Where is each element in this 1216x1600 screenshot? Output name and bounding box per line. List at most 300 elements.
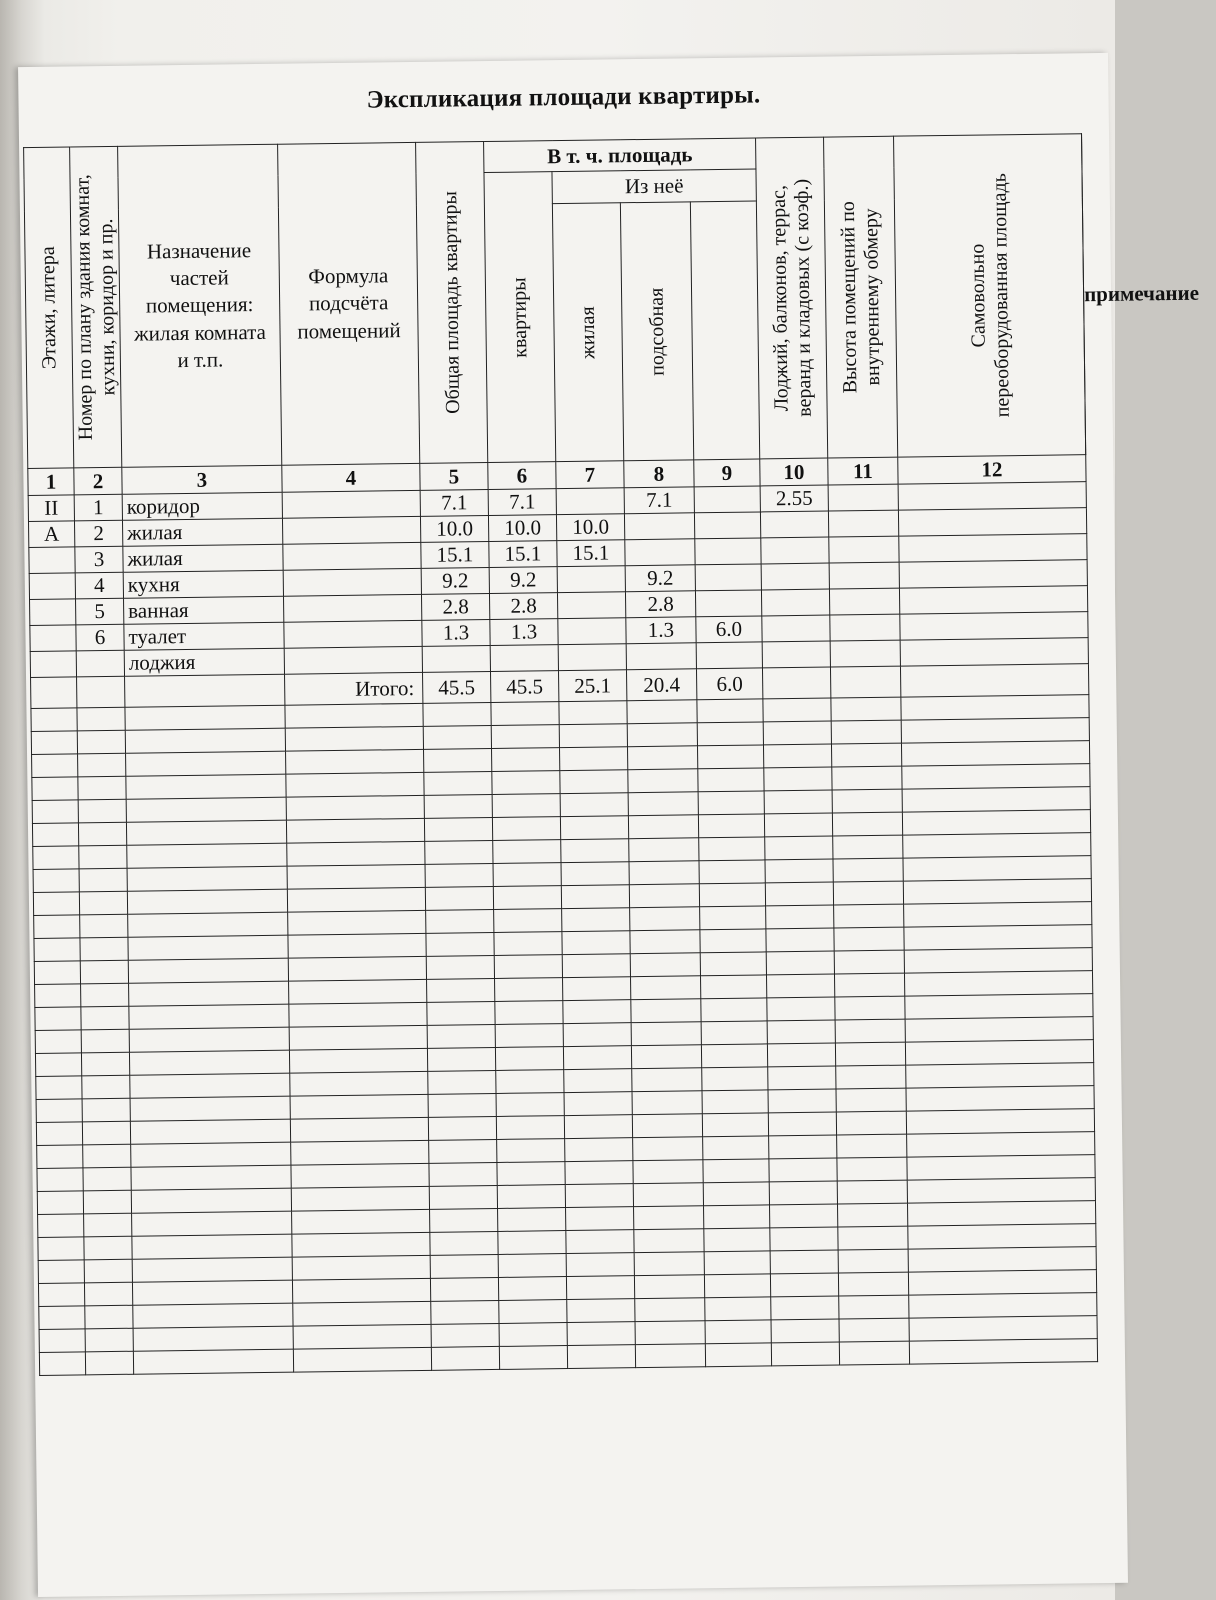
blank-cell	[287, 887, 425, 912]
blank-cell	[903, 833, 1091, 858]
room-name-cell: жилая	[123, 544, 283, 572]
blank-cell	[132, 1257, 292, 1282]
column-number: 6	[488, 462, 556, 490]
blank-cell	[424, 817, 492, 841]
blank-cell	[766, 928, 834, 952]
blank-cell	[832, 766, 902, 790]
blank-cell	[835, 1042, 905, 1066]
blank-cell	[78, 776, 126, 800]
blank-cell	[289, 1048, 427, 1073]
blank-cell	[499, 1323, 567, 1347]
blank-cell	[426, 932, 494, 956]
blank-cell	[493, 886, 561, 910]
blank-cell	[769, 1158, 837, 1182]
blank-cell	[32, 800, 78, 824]
header-height: Высота помещений по внутреннему обмеру	[824, 136, 898, 458]
blank-cell	[838, 1249, 908, 1273]
blank-cell	[79, 891, 127, 915]
blank-cell	[81, 1052, 129, 1076]
auxiliary-area-cell	[626, 643, 696, 670]
blank-cell	[133, 1349, 293, 1374]
header-empty	[690, 201, 759, 460]
blank-cell	[702, 1090, 768, 1114]
blank-cell	[631, 1022, 701, 1046]
blank-cell	[635, 1344, 705, 1368]
room-number-cell: 4	[75, 572, 123, 599]
self-built-cell	[829, 536, 899, 563]
blank-cell	[764, 813, 832, 837]
blank-cell	[771, 1319, 839, 1343]
blank-cell	[290, 1094, 428, 1119]
blank-cell	[491, 702, 559, 726]
self-built-cell	[828, 510, 898, 537]
blank-cell	[127, 843, 287, 868]
blank-cell	[492, 748, 560, 772]
blank-cell	[497, 1185, 565, 1209]
blank-cell	[499, 1346, 567, 1370]
floor-cell	[29, 573, 75, 600]
blank-cell	[764, 790, 832, 814]
blank-cell	[289, 1002, 427, 1027]
blank-cell	[562, 908, 630, 932]
height-cell	[761, 537, 829, 564]
blank-cell	[837, 1157, 907, 1181]
column-number: 10	[760, 458, 828, 486]
auxiliary-area-sum: 20.4	[626, 669, 696, 701]
height-cell	[762, 641, 830, 668]
blank-cell	[292, 1232, 430, 1257]
blank-cell	[85, 1328, 133, 1352]
blank-cell	[835, 1019, 905, 1043]
blank-cell	[831, 720, 901, 744]
blank-cell	[833, 858, 903, 882]
blank-cell	[700, 906, 766, 930]
header-auxiliary: подсобная	[620, 202, 693, 461]
blank-cell	[698, 768, 764, 792]
blank-cell	[627, 700, 697, 724]
blank-cell	[834, 927, 904, 951]
blank-cell	[37, 1145, 83, 1169]
blank-cell	[836, 1088, 906, 1112]
blank-cell	[766, 974, 834, 998]
blank-cell	[32, 823, 78, 847]
self-built-cell	[829, 588, 899, 615]
blank-cell	[293, 1324, 431, 1349]
blank-cell	[766, 905, 834, 929]
blank-cell	[634, 1206, 704, 1230]
blank-cell	[697, 722, 763, 746]
blank-cell	[560, 816, 628, 840]
blank-cell	[768, 1089, 836, 1113]
blank-cell	[907, 1132, 1095, 1157]
blank-cell	[492, 794, 560, 818]
blank-cell	[31, 708, 77, 732]
room-number-cell: 6	[76, 624, 124, 651]
blank-cell	[81, 1029, 129, 1053]
blank-cell	[704, 1205, 770, 1229]
total-area-cell: 9.2	[421, 568, 489, 595]
blank-cell	[835, 996, 905, 1020]
blank-cell	[35, 1007, 81, 1031]
formula-cell	[282, 516, 420, 544]
blank-cell	[565, 1138, 633, 1162]
self-built-cell	[830, 640, 900, 667]
blank-cell	[770, 1250, 838, 1274]
blank-cell	[36, 1099, 82, 1123]
room-name-cell: жилая	[122, 518, 282, 546]
blank-cell	[133, 1326, 293, 1351]
blank-cell	[629, 884, 699, 908]
blank-cell	[498, 1208, 566, 1232]
blank-cell	[628, 815, 698, 839]
empty-cell	[77, 676, 125, 708]
blank-cell	[769, 1135, 837, 1159]
room-name-cell: кухня	[123, 570, 283, 598]
floor-cell: II	[28, 495, 74, 522]
blank-cell	[38, 1283, 84, 1307]
blank-cell	[425, 886, 493, 910]
header-note: примечание	[1082, 134, 1086, 455]
blank-cell	[903, 879, 1091, 904]
blank-cell	[497, 1139, 565, 1163]
blank-cell	[703, 1136, 769, 1160]
blank-cell	[38, 1260, 84, 1284]
living-area-cell	[556, 488, 624, 515]
blank-cell	[909, 1339, 1097, 1364]
apartment-area-cell: 10.0	[488, 515, 556, 542]
blank-cell	[564, 1115, 632, 1139]
blank-cell	[293, 1347, 431, 1372]
blank-cell	[635, 1321, 705, 1345]
blank-cell	[430, 1254, 498, 1278]
blank-cell	[85, 1305, 133, 1329]
apartment-area-cell	[490, 645, 558, 672]
blank-cell	[904, 902, 1092, 927]
blank-cell	[767, 997, 835, 1021]
total-label: Итого:	[285, 672, 423, 705]
blank-cell	[496, 1093, 564, 1117]
blank-cell	[704, 1251, 770, 1275]
document-title: Экспликация площади квартиры.	[366, 81, 761, 114]
blank-cell	[80, 914, 128, 938]
auxiliary-area-cell: 2.8	[625, 591, 695, 618]
blank-cell	[287, 841, 425, 866]
blank-cell	[78, 799, 126, 823]
blank-cell	[839, 1295, 909, 1319]
formula-cell	[283, 594, 421, 622]
blank-cell	[430, 1231, 498, 1255]
blank-cell	[431, 1300, 499, 1324]
loggia-area-cell: 6.0	[696, 616, 762, 643]
blank-cell	[126, 751, 286, 776]
blank-cell	[496, 1070, 564, 1094]
blank-cell	[498, 1254, 566, 1278]
total-area-cell: 15.1	[421, 542, 489, 569]
blank-cell	[34, 961, 80, 985]
blank-cell	[905, 994, 1093, 1019]
blank-cell	[566, 1230, 634, 1254]
blank-cell	[771, 1296, 839, 1320]
blank-cell	[903, 856, 1091, 881]
blank-cell	[424, 794, 492, 818]
blank-cell	[425, 863, 493, 887]
blank-cell	[498, 1277, 566, 1301]
blank-cell	[700, 952, 766, 976]
blank-cell	[904, 971, 1092, 996]
empty-cell	[125, 674, 285, 707]
blank-cell	[84, 1282, 132, 1306]
blank-cell	[428, 1070, 496, 1094]
blank-cell	[289, 979, 427, 1004]
blank-cell	[770, 1227, 838, 1251]
blank-cell	[632, 1068, 702, 1092]
blank-cell	[80, 937, 128, 961]
column-number: 8	[624, 460, 694, 488]
blank-cell	[495, 1024, 563, 1048]
blank-cell	[560, 793, 628, 817]
blank-cell	[77, 707, 125, 731]
column-number: 11	[828, 457, 898, 485]
blank-cell	[767, 1043, 835, 1067]
blank-cell	[286, 772, 424, 797]
blank-cell	[699, 883, 765, 907]
blank-cell	[499, 1300, 567, 1324]
living-area-cell	[558, 618, 626, 645]
blank-cell	[84, 1259, 132, 1283]
blank-cell	[697, 699, 763, 723]
note-cell	[899, 586, 1087, 614]
blank-cell	[902, 764, 1090, 789]
floor-cell	[30, 651, 76, 678]
blank-cell	[292, 1209, 430, 1234]
blank-cell	[699, 860, 765, 884]
document-sheet	[18, 53, 1200, 1597]
blank-cell	[424, 748, 492, 772]
apartment-area-cell: 1.3	[490, 619, 558, 646]
blank-cell	[698, 814, 764, 838]
apartment-area-cell: 15.1	[489, 541, 557, 568]
loggia-area-cell	[694, 512, 760, 539]
blank-cell	[36, 1076, 82, 1100]
floor-cell	[30, 599, 76, 626]
self-built-cell	[830, 614, 900, 641]
living-area-cell	[557, 566, 625, 593]
blank-cell	[634, 1229, 704, 1253]
blank-cell	[635, 1298, 705, 1322]
blank-cell	[908, 1270, 1096, 1295]
blank-cell	[85, 1351, 133, 1375]
note-cell	[898, 508, 1086, 536]
blank-cell	[33, 846, 79, 870]
blank-cell	[906, 1086, 1094, 1111]
self-built-cell	[829, 562, 899, 589]
total-area-cell: 2.8	[421, 594, 489, 621]
blank-cell	[126, 774, 286, 799]
blank-cell	[33, 892, 79, 916]
room-name-cell: ванная	[124, 596, 284, 624]
self-built-cell	[828, 484, 898, 511]
blank-cell	[292, 1278, 430, 1303]
blank-cell	[288, 933, 426, 958]
blank-cell	[37, 1191, 83, 1215]
blank-cell	[286, 818, 424, 843]
blank-cell	[705, 1343, 771, 1367]
blank-cell	[631, 999, 701, 1023]
blank-cell	[906, 1109, 1094, 1134]
blank-cell	[430, 1277, 498, 1301]
blank-cell	[832, 812, 902, 836]
blank-cell	[132, 1280, 292, 1305]
blank-cell	[702, 1113, 768, 1137]
blank-cell	[428, 1093, 496, 1117]
blank-cell	[130, 1073, 290, 1098]
total-area-cell: 10.0	[420, 516, 488, 543]
blank-cell	[81, 1006, 129, 1030]
blank-cell	[83, 1144, 131, 1168]
blank-cell	[81, 983, 129, 1007]
total-area-sum: 45.5	[423, 672, 491, 704]
blank-cell	[127, 889, 287, 914]
blank-cell	[427, 978, 495, 1002]
blank-cell	[909, 1293, 1097, 1318]
height-cell	[760, 511, 828, 538]
blank-cell	[39, 1306, 85, 1330]
blank-cell	[78, 822, 126, 846]
blank-cell	[78, 753, 126, 777]
blank-cell	[566, 1276, 634, 1300]
blank-cell	[633, 1160, 703, 1184]
blank-cell	[702, 1067, 768, 1091]
blank-cell	[425, 840, 493, 864]
blank-cell	[627, 746, 697, 770]
blank-cell	[126, 820, 286, 845]
blank-cell	[286, 795, 424, 820]
empty-cell	[900, 664, 1088, 697]
blank-cell	[427, 1047, 495, 1071]
blank-cell	[902, 810, 1090, 835]
blank-cell	[834, 904, 904, 928]
blank-cell	[630, 930, 700, 954]
blank-cell	[564, 1092, 632, 1116]
blank-cell	[288, 910, 426, 935]
blank-cell	[700, 929, 766, 953]
blank-cell	[426, 955, 494, 979]
column-number: 9	[694, 459, 760, 487]
header-loggia: Лоджий, балконов, террас, веранд и кладовых (с коэф.)	[756, 137, 828, 459]
header-purpose: Назначение частей помещения: жилая комната и т.п.	[118, 144, 282, 467]
blank-cell	[32, 777, 78, 801]
blank-cell	[290, 1071, 428, 1096]
blank-cell	[494, 932, 562, 956]
blank-cell	[491, 725, 559, 749]
blank-cell	[566, 1207, 634, 1231]
apartment-area-cell: 9.2	[489, 567, 557, 594]
apartment-area-sum: 45.5	[490, 671, 558, 703]
blank-cell	[129, 1050, 289, 1075]
blank-cell	[131, 1188, 291, 1213]
blank-cell	[703, 1182, 769, 1206]
blank-cell	[908, 1247, 1096, 1272]
blank-cell	[31, 731, 77, 755]
empty-cell	[762, 667, 830, 699]
blank-cell	[629, 861, 699, 885]
note-cell	[900, 612, 1088, 640]
blank-cell	[36, 1122, 82, 1146]
blank-cell	[83, 1167, 131, 1191]
blank-cell	[700, 975, 766, 999]
apartment-area-cell: 7.1	[488, 489, 556, 516]
blank-cell	[563, 1046, 631, 1070]
blank-cell	[831, 743, 901, 767]
blank-cell	[495, 978, 563, 1002]
blank-cell	[698, 791, 764, 815]
blank-cell	[560, 770, 628, 794]
blank-cell	[563, 1000, 631, 1024]
blank-cell	[566, 1253, 634, 1277]
blank-cell	[34, 938, 80, 962]
blank-cell	[765, 882, 833, 906]
blank-cell	[770, 1204, 838, 1228]
loggia-area-cell	[696, 642, 762, 669]
blank-cell	[766, 951, 834, 975]
blank-cell	[697, 745, 763, 769]
blank-cell	[77, 730, 125, 754]
blank-cell	[431, 1346, 499, 1370]
blank-cell	[429, 1139, 497, 1163]
blank-cell	[704, 1228, 770, 1252]
blank-cell	[632, 1091, 702, 1115]
blank-cell	[292, 1255, 430, 1280]
blank-cell	[633, 1137, 703, 1161]
blank-cell	[496, 1116, 564, 1140]
blank-cell	[493, 863, 561, 887]
blank-cell	[701, 1021, 767, 1045]
blank-cell	[128, 912, 288, 937]
blank-cell	[703, 1159, 769, 1183]
header-of-which: Из неё	[552, 169, 756, 204]
blank-cell	[763, 698, 831, 722]
blank-cell	[839, 1318, 909, 1342]
blank-cell	[838, 1226, 908, 1250]
blank-cell	[291, 1186, 429, 1211]
blank-cell	[563, 1023, 631, 1047]
formula-cell	[283, 568, 421, 596]
blank-cell	[430, 1208, 498, 1232]
blank-cell	[128, 958, 288, 983]
blank-cell	[427, 1001, 495, 1025]
blank-cell	[767, 1020, 835, 1044]
height-cell: 2.55	[760, 485, 828, 512]
blank-cell	[633, 1183, 703, 1207]
blank-cell	[39, 1329, 85, 1353]
column-number: 5	[420, 463, 488, 491]
blank-cell	[129, 981, 289, 1006]
auxiliary-area-cell	[625, 539, 695, 566]
blank-cell	[837, 1180, 907, 1204]
blank-cell	[831, 697, 901, 721]
blank-cell	[127, 866, 287, 891]
blank-cell	[905, 1040, 1093, 1065]
blank-cell	[771, 1342, 839, 1366]
blank-cell	[561, 862, 629, 886]
blank-cell	[906, 1063, 1094, 1088]
blank-cell	[133, 1303, 293, 1328]
blank-cell	[128, 935, 288, 960]
blank-cell	[561, 839, 629, 863]
living-area-cell	[557, 592, 625, 619]
blank-cell	[38, 1214, 84, 1238]
blank-cell	[901, 695, 1089, 720]
